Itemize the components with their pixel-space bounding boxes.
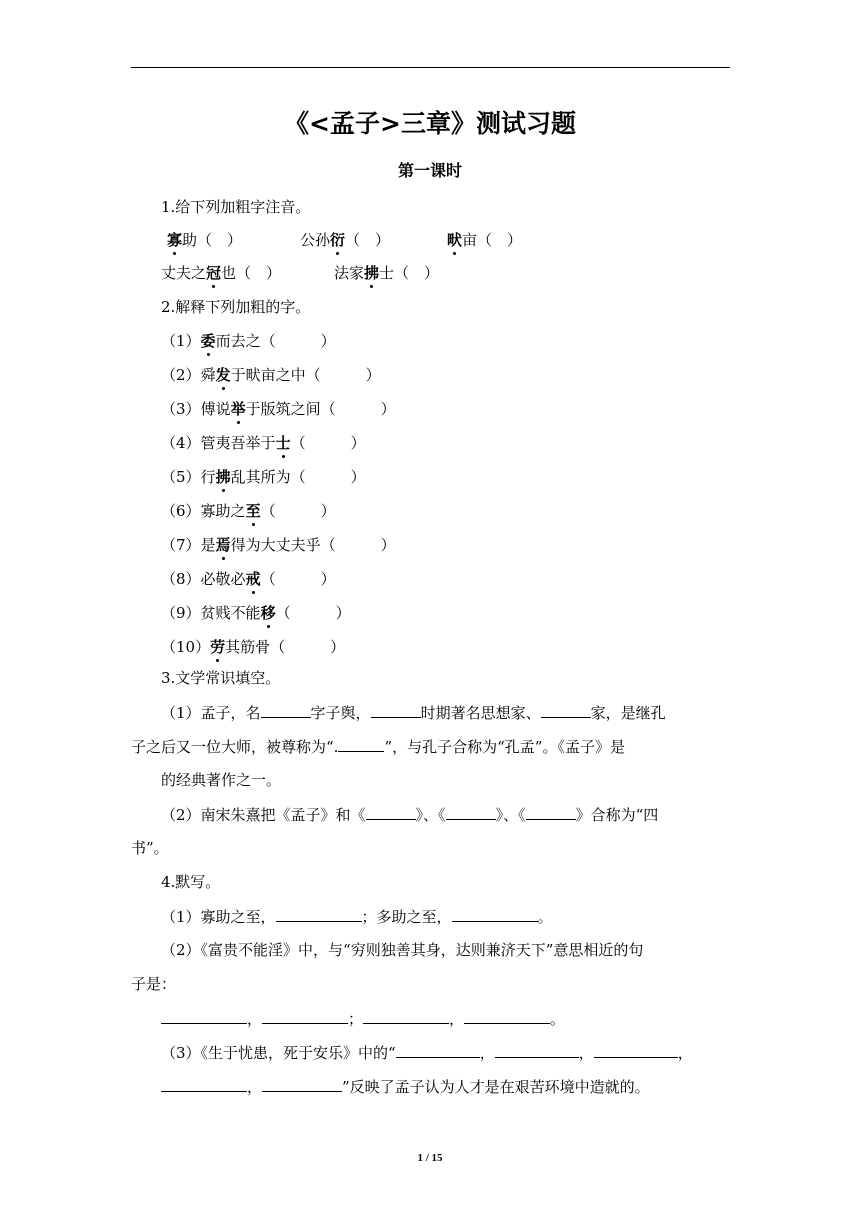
bold-char: 移: [260, 604, 276, 622]
bold-char: 至: [245, 502, 261, 520]
bold-char: 衍: [330, 231, 346, 249]
answer-blank: [262, 1008, 348, 1024]
q3-heading: 3.文学常识填空。: [161, 669, 281, 687]
bold-char: 拂: [364, 264, 380, 282]
q3-paragraph-2-line-1: （2）南宋朱熹把《孟子》和《 》、《 》、《 》合称为“四: [161, 806, 659, 824]
q2-item: （3）傅说举于版筑之间（ ）: [161, 400, 396, 418]
q2-item: （10）劳其筋骨（ ）: [161, 638, 346, 656]
answer-blank: [371, 702, 421, 718]
page-title: 《<孟子>三章》测试习题: [284, 109, 576, 138]
bold-char: 委: [200, 332, 216, 350]
q2-item: （4）管夷吾举于士（ ）: [161, 434, 366, 452]
q2-heading: 2.解释下列加粗的字。: [161, 298, 311, 316]
answer-blank: [541, 702, 591, 718]
answer-blank: [161, 1008, 247, 1024]
bold-char: 戒: [245, 570, 261, 588]
answer-blank: [526, 804, 576, 820]
bold-char: 焉: [215, 536, 231, 554]
q3-paragraph-1-line-1: （1）孟子，名 字子舆， 时期著名思想家、 家，是继孔: [161, 704, 666, 722]
page-subtitle: 第一课时: [397, 161, 462, 180]
q1-item-3: 畎亩（ ）: [447, 231, 523, 249]
answer-blank: [594, 1042, 678, 1058]
q4-heading: 4.默写。: [161, 873, 221, 891]
q2-item: （5）行拂乱其所为（ ）: [161, 468, 366, 486]
q1-item-1: 寡助（ ）: [167, 231, 243, 249]
answer-blank: [464, 1008, 550, 1024]
q4-item-2-line-1: （2）《富贵不能淫》中，与“穷则独善其身，达则兼济天下”意思相近的句: [161, 941, 644, 959]
bold-char: 劳: [210, 638, 226, 656]
answer-blank: [261, 702, 311, 718]
bold-char: 发: [215, 366, 231, 384]
bold-char: 举: [230, 400, 246, 418]
q4-item-3-line-1: （3）《生于忧患，死于安乐》中的“ ， ， ，: [161, 1044, 693, 1062]
q4-item-1: （1）寡助之至， ；多助之至， 。: [161, 908, 553, 926]
q3-paragraph-1-line-2: 子之后又一位大师，被尊称为“. ”，与孔子合称为“孔孟”。《孟子》是: [131, 738, 625, 756]
q1-heading: 1.给下列加粗字注音。: [161, 198, 311, 216]
q4-item-2-line-2: 子是：: [131, 975, 177, 993]
bold-char: 畎: [447, 231, 463, 249]
answer-blank: [276, 906, 362, 922]
bold-char: 寡: [167, 231, 183, 249]
answer-blank: [495, 1042, 579, 1058]
answer-blank: [446, 804, 496, 820]
bold-char: 冠: [206, 264, 222, 282]
q2-item: （1）委而去之（ ）: [161, 332, 336, 350]
header-rule: [131, 67, 730, 68]
q1-item-2: 公孙衍（ ）: [300, 231, 391, 249]
q2-item: （2）舜发于畎亩之中（ ）: [161, 366, 381, 384]
q4-item-3-line-2: ， ”反映了孟子认为人才是在艰苦环境中造就的。: [161, 1076, 650, 1097]
q4-item-2-line-3: ， ； ， 。: [161, 1008, 565, 1029]
bold-char: 拂: [215, 468, 231, 486]
q3-paragraph-1-line-3: 的经典著作之一。: [161, 771, 282, 789]
q2-item: （6）寡助之至（ ）: [161, 502, 336, 520]
answer-blank: [452, 906, 538, 922]
page-number: 1 / 15: [417, 1152, 443, 1164]
q2-item: （8）必敬必戒（ ）: [161, 570, 336, 588]
answer-blank: [363, 1008, 449, 1024]
q2-item: （7）是焉得为大丈夫乎（ ）: [161, 536, 396, 554]
q2-item: （9）贫贱不能移（ ）: [161, 604, 351, 622]
answer-blank: [338, 736, 384, 752]
bold-char: 士: [275, 434, 291, 452]
answer-blank: [262, 1076, 342, 1092]
answer-blank: [396, 1042, 480, 1058]
answer-blank: [161, 1076, 247, 1092]
q1-item-4: 丈夫之冠也（ ）: [161, 264, 282, 282]
answer-blank: [366, 804, 416, 820]
q1-item-5: 法家拂士（ ）: [334, 264, 440, 282]
q3-paragraph-2-line-2: 书”。: [131, 839, 169, 857]
